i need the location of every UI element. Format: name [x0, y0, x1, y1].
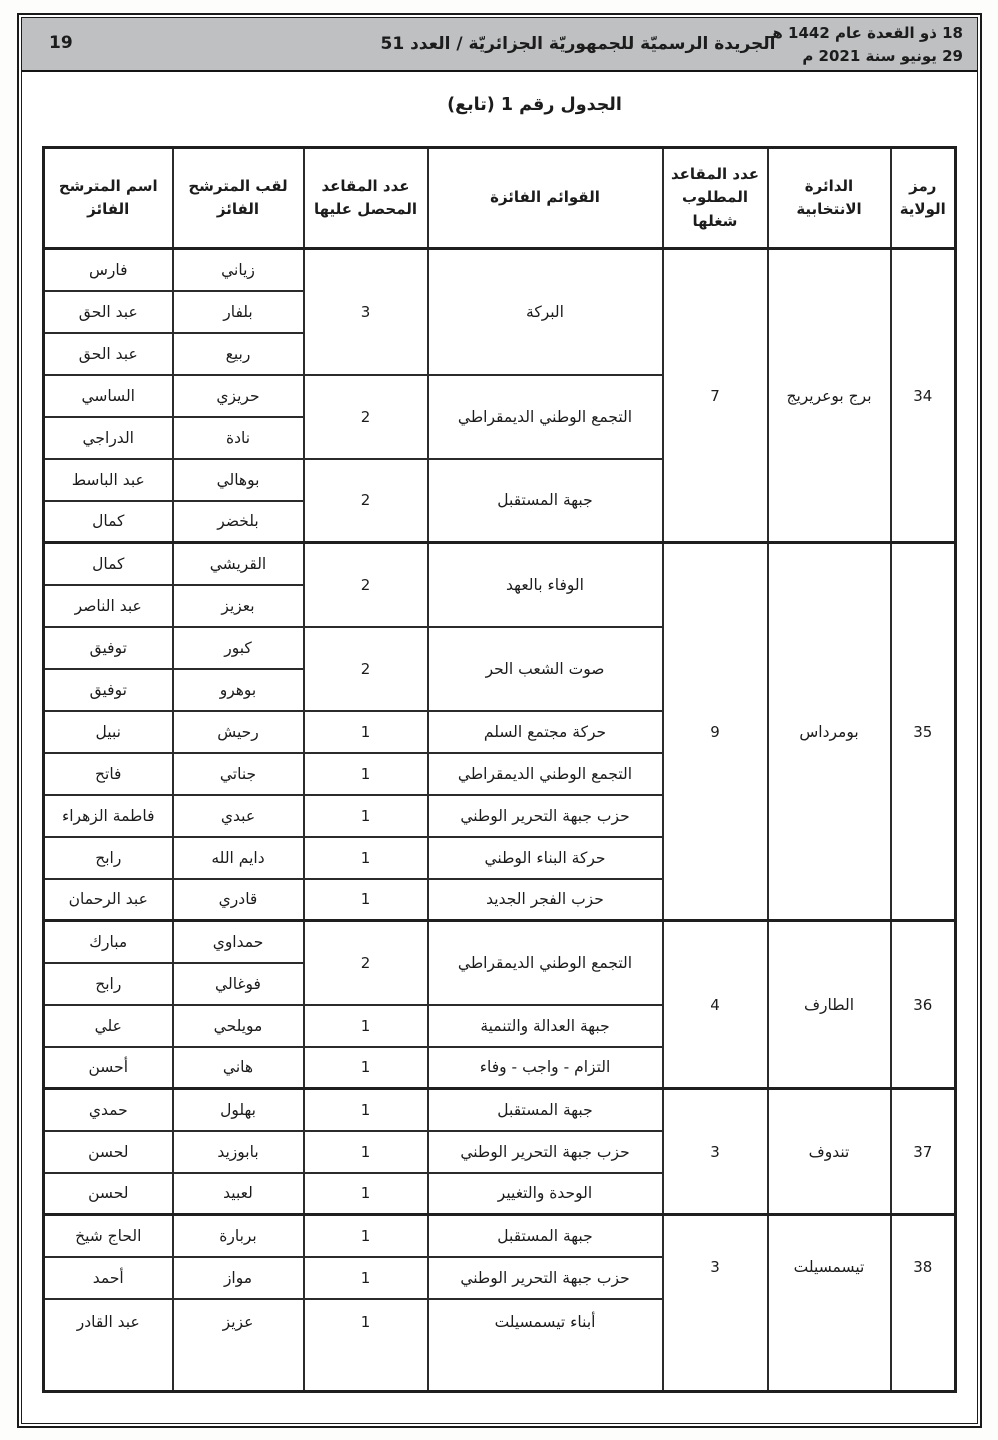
seats-required-cell: 7 [663, 249, 768, 543]
name-cell: كمال [44, 501, 173, 543]
winning-list-cell: حزب جبهة التحرير الوطني [428, 1131, 663, 1173]
wilaya-code-cell: 34 [891, 249, 956, 543]
seats-won-cell: 1 [304, 1173, 428, 1215]
surname-cell: دايم الله [173, 837, 304, 879]
winning-list-cell: حركة مجتمع السلم [428, 711, 663, 753]
wilaya-code-cell: 37 [891, 1089, 956, 1215]
name-cell: فاتح [44, 753, 173, 795]
surname-cell: كبور [173, 627, 304, 669]
name-cell: نبيل [44, 711, 173, 753]
seats-won-cell: 1 [304, 1047, 428, 1089]
surname-cell: مويلحي [173, 1005, 304, 1047]
name-cell: توفيق [44, 669, 173, 711]
surname-cell: بوهرو [173, 669, 304, 711]
name-cell: عبد الحق [44, 333, 173, 375]
surname-cell: القريشي [173, 543, 304, 585]
name-cell: رابح [44, 963, 173, 1005]
name-cell: أحمد [44, 1257, 173, 1299]
surname-cell: حمداوي [173, 921, 304, 963]
header-candidate-name: اسم المترشح الفائز [44, 148, 173, 249]
winning-list-cell: التجمع الوطني الديمقراطي [428, 921, 663, 1005]
name-cell: الدراجي [44, 417, 173, 459]
header-seats-won: عدد المقاعد المحصل عليها [304, 148, 428, 249]
name-cell: فارس [44, 249, 173, 291]
surname-cell: قادري [173, 879, 304, 921]
seats-required-cell: 3 [663, 1215, 768, 1392]
seats-won-cell: 1 [304, 753, 428, 795]
seats-won-cell: 1 [304, 1089, 428, 1131]
surname-cell: مواز [173, 1257, 304, 1299]
table-row [44, 921, 956, 963]
publication-date-hijri: 18 ذو القعدة عام 1442 هـ [767, 24, 963, 42]
seats-required-cell: 3 [663, 1089, 768, 1215]
seats-won-cell: 2 [304, 375, 428, 459]
surname-cell: هاني [173, 1047, 304, 1089]
name-cell: عبد القادر [44, 1299, 173, 1392]
winning-list-cell: التزام - واجب - وفاء [428, 1047, 663, 1089]
seats-won-cell: 2 [304, 543, 428, 627]
winning-list-cell: حزب الفجر الجديد [428, 879, 663, 921]
wilaya-code-cell: 35 [891, 543, 956, 921]
seats-won-cell: 1 [304, 1257, 428, 1299]
table-row [44, 543, 956, 585]
name-cell: عبد الباسط [44, 459, 173, 501]
name-cell: علي [44, 1005, 173, 1047]
seats-won-cell: 2 [304, 921, 428, 1005]
seats-won-cell: 3 [304, 249, 428, 375]
winning-list-cell: حركة البناء الوطني [428, 837, 663, 879]
header-district: الدائرة الانتخابية [768, 148, 891, 249]
surname-cell: بابوزيد [173, 1131, 304, 1173]
winning-list-cell: البركة [428, 249, 663, 375]
header-candidate-surname: لقب المترشح الفائز [173, 148, 304, 249]
results-table [42, 146, 957, 1393]
district-cell: تيسمسيلت [768, 1215, 891, 1392]
district-cell: الطارف [768, 921, 891, 1089]
surname-cell: جناتي [173, 753, 304, 795]
surname-cell: ربيع [173, 333, 304, 375]
name-cell: أحسن [44, 1047, 173, 1089]
header-seats-to-fill: عدد المقاعد المطلوب شغلها [663, 148, 768, 249]
results-table-body [44, 249, 956, 1392]
seats-won-cell: 1 [304, 1131, 428, 1173]
winning-list-cell: جبهة المستقبل [428, 459, 663, 543]
winning-list-cell: أبناء تيسمسيلت [428, 1299, 663, 1392]
winning-list-cell: الوفاء بالعهد [428, 543, 663, 627]
winning-list-cell: جبهة المستقبل [428, 1089, 663, 1131]
page-frame-outer [17, 13, 982, 1428]
district-cell: برج بوعريريج [768, 249, 891, 543]
header-wilaya-code: رمز الولاية [891, 148, 956, 249]
name-cell: لحسن [44, 1131, 173, 1173]
winning-list-cell: حزب جبهة التحرير الوطني [428, 1257, 663, 1299]
winning-list-cell: الوحدة والتغيير [428, 1173, 663, 1215]
name-cell: كمال [44, 543, 173, 585]
name-cell: حمدي [44, 1089, 173, 1131]
surname-cell: بلخضر [173, 501, 304, 543]
winning-list-cell: حزب جبهة التحرير الوطني [428, 795, 663, 837]
seats-won-cell: 1 [304, 795, 428, 837]
table-title: الجدول رقم 1 (تابع) [447, 95, 622, 115]
seats-won-cell: 1 [304, 879, 428, 921]
page-number: 19 [49, 33, 73, 53]
surname-cell: حريزي [173, 375, 304, 417]
wilaya-code-cell: 38 [891, 1215, 956, 1392]
surname-cell: بهلول [173, 1089, 304, 1131]
surname-cell: عزيز [173, 1299, 304, 1392]
surname-cell: بوهالي [173, 459, 304, 501]
seats-won-cell: 1 [304, 711, 428, 753]
name-cell: فاطمة الزهراء [44, 795, 173, 837]
results-table-head [44, 148, 956, 249]
winning-list-cell: التجمع الوطني الديمقراطي [428, 375, 663, 459]
surname-cell: عبدي [173, 795, 304, 837]
name-cell: عبد الحق [44, 291, 173, 333]
surname-cell: بلفار [173, 291, 304, 333]
name-cell: رابح [44, 837, 173, 879]
surname-cell: فوغالي [173, 963, 304, 1005]
seats-won-cell: 2 [304, 459, 428, 543]
wilaya-code-cell: 36 [891, 921, 956, 1089]
table-row [44, 1089, 956, 1131]
seats-won-cell: 1 [304, 1299, 428, 1392]
name-cell: الحاج شيخ [44, 1215, 173, 1257]
masthead [22, 18, 977, 72]
name-cell: توفيق [44, 627, 173, 669]
seats-won-cell: 2 [304, 627, 428, 711]
seats-won-cell: 1 [304, 837, 428, 879]
surname-cell: بعزيز [173, 585, 304, 627]
winning-list-cell: جبهة المستقبل [428, 1215, 663, 1257]
surname-cell: بربارة [173, 1215, 304, 1257]
header-winning-lists: القوائم الفائزة [428, 148, 663, 249]
district-cell: بومرداس [768, 543, 891, 921]
name-cell: عبد الناصر [44, 585, 173, 627]
header-row [44, 148, 956, 249]
seats-required-cell: 9 [663, 543, 768, 921]
seats-won-cell: 1 [304, 1005, 428, 1047]
name-cell: مبارك [44, 921, 173, 963]
surname-cell: نادة [173, 417, 304, 459]
district-cell: تندوف [768, 1089, 891, 1215]
journal-title: الجريدة الرسميّة للجمهوريّة الجزائريّة / العدد 51 [380, 34, 776, 54]
surname-cell: زياني [173, 249, 304, 291]
table-row [44, 1215, 956, 1257]
publication-dates [767, 22, 963, 67]
table-row [44, 249, 956, 291]
seats-required-cell: 4 [663, 921, 768, 1089]
surname-cell: رحيش [173, 711, 304, 753]
name-cell: عبد الرحمان [44, 879, 173, 921]
seats-won-cell: 1 [304, 1215, 428, 1257]
winning-list-cell: التجمع الوطني الديمقراطي [428, 753, 663, 795]
name-cell: لحسن [44, 1173, 173, 1215]
publication-date-gregorian: 29 يونيو سنة 2021 م [802, 46, 963, 65]
name-cell: الساسي [44, 375, 173, 417]
surname-cell: لعبيد [173, 1173, 304, 1215]
page-frame-inner [21, 17, 978, 1424]
winning-list-cell: صوت الشعب الحر [428, 627, 663, 711]
winning-list-cell: جبهة العدالة والتنمية [428, 1005, 663, 1047]
